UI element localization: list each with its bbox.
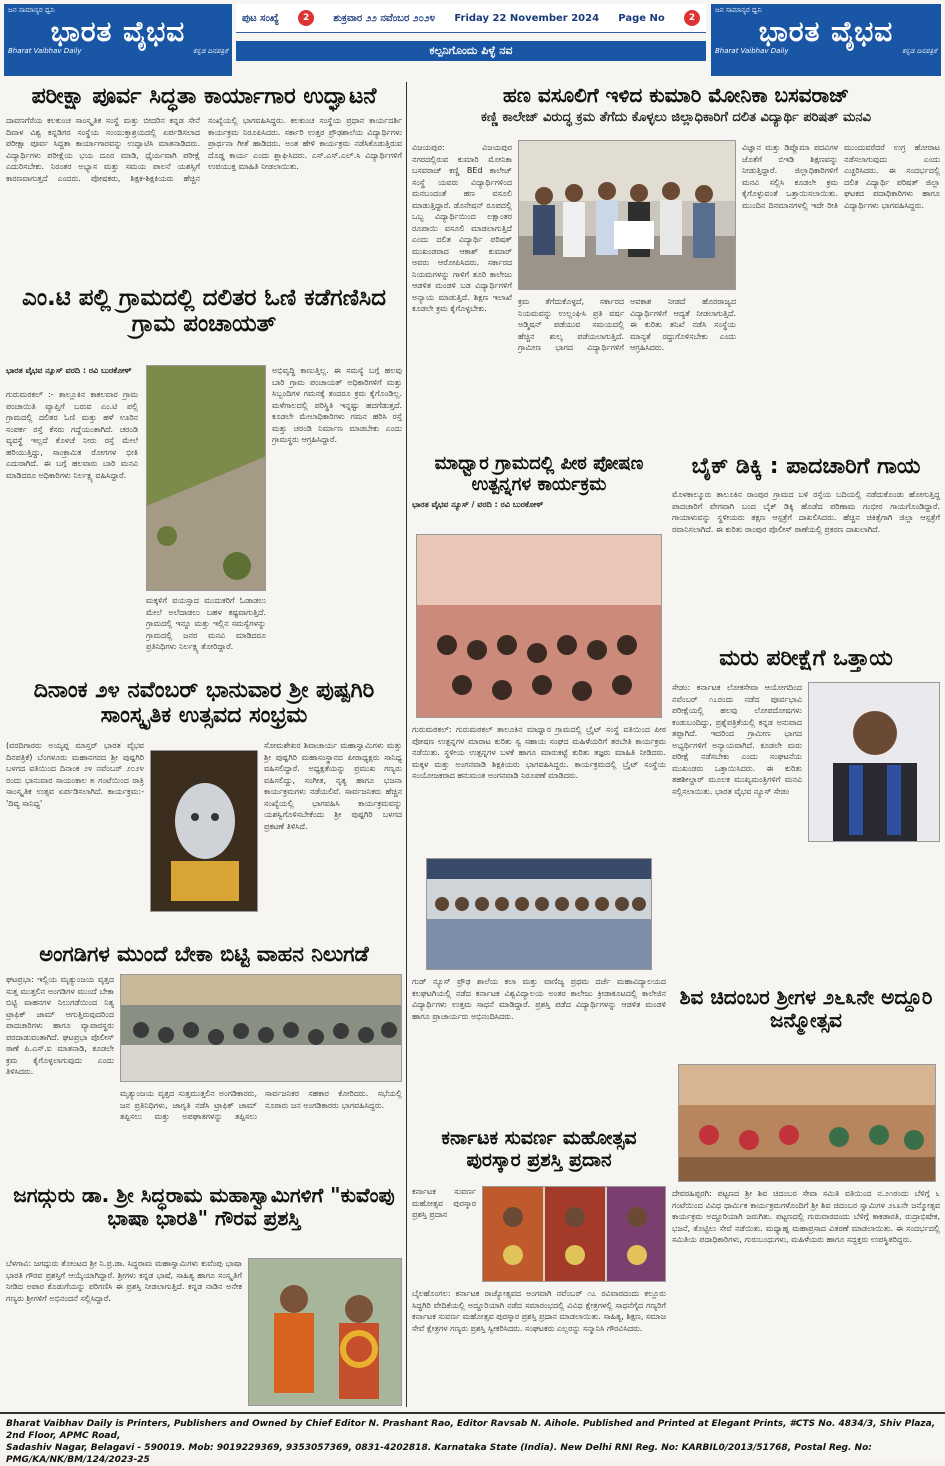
masthead-tagline: ಜನ ಸಾಮಾನ್ಯರ ಧ್ವನಿ [8,6,55,14]
imprint-line-2: Sadashiv Nagar, Belagavi - 590019. Mob: 9019229369, 9353057369, 0831-4202818. Karnataka State (India). New Delhi RNI Reg. No: KARBIL0/2013/51768, Postal Reg. No: PMG/KA/NK/BM/124/2023-25 [6,1443,872,1465]
article-body-left: ವಿಜಯಪುರ: ವಿಜಯಪುರ ನಗರದಲ್ಲಿರುವ ಕುಮಾರಿ ಮೋನಿಕಾ ಬಸವರಾಜ್ ಕಣ್ಣಿ BEd ಕಾಲೇಜ್ ಸಂಸ್ಥೆ ಯವರು ವಿದ್ಯಾರ್ಥಿಗಳಿಂದ ಮನಬಂದಂತೆ ಹಣ ವಸೂಲಿ ಮಾಡುತ್ತಿದ್ದಾರೆ. ಡೊನೇಷನ್ ರೂಪದಲ್ಲಿ ಒಬ್ಬ ವಿದ್ಯಾರ್ಥಿಯಿಂದ ಲಕ್ಷಾಂತರ ರೂಪಾಯಿ ವಸೂಲಿ ಮಾಡಲಾಗುತ್ತಿದೆ ಎಂದು ದಲಿತ ವಿದ್ಯಾರ್ಥಿ ಪರಿಷತ್ ಮುಖಂಡರಾದ ಆಕಾಶ್ ಕುಮಾರ್ ಅವರು ಆರೋಪಿಸಿದರು. ಸರ್ಕಾರದ ನಿಯಮಗಳನ್ನು ಗಾಳಿಗೆ ತೂರಿ ಕಾಲೇಜು ಆಡಳಿತ ಮಂಡಳಿ ಬಡ ವಿದ್ಯಾರ್ಥಿಗಳಿಗೆ ಅನ್ಯಾಯ ಮಾಡುತ್ತಿದೆ. ಶಿಕ್ಷಣ ಇಲಾಖೆ ಕೂಡಲೇ ಕ್ರಮ ಕೈಗೊಳ್ಳಬೇಕು. [412,143,512,313]
article-fee-collection [412,84,940,449]
article-byline: ಭಾರತ ವೈಭವ ನ್ಯೂಸ್ / ವರದಿ : ರವಿ ಬುರಕೋಳ್ [412,500,544,510]
page-number: 2 [684,10,700,26]
award-photo [248,1258,402,1406]
masthead-right [711,4,941,76]
column-divider [406,82,407,1407]
article-body: ಮೊಳಕಾಲ್ಮೂರು ತಾಲೂಕಿನ ರಾಂಪುರ ಗ್ರಾಮದ ಬಳಿ ರಸ್ತೆಯ ಬದಿಯಲ್ಲಿ ನಡೆದುಕೊಂಡು ಹೋಗುತ್ತಿದ್ದ ಪಾದಚಾರಿಗೆ ವೇಗವಾಗಿ ಬಂದ ಬೈಕ್ ಡಿಕ್ಕಿ ಹೊಡೆದ ಪರಿಣಾಮ ಗಂಭೀರ ಗಾಯಗೊಂಡಿದ್ದಾರೆ. ಗಾಯಾಳುವನ್ನು ಸ್ಥಳೀಯರು ತಕ್ಷಣ ಆಸ್ಪತ್ರೆಗೆ ದಾಖಲಿಸಿದರು. ಹೆಚ್ಚಿನ ಚಿಕಿತ್ಸೆಗಾಗಿ ಜಿಲ್ಲಾ ಆಸ್ಪತ್ರೆಗೆ ರವಾನಿಸಲಾಗಿದೆ. ಈ ಕುರಿತು ರಾಂಪುರ ಪೊಲೀಸ್ ಠಾಣೆಯಲ್ಲಿ ಪ್ರಕರಣ ದಾಖಲಾಗಿದೆ. [672,490,940,534]
article-mt-palli [6,285,402,673]
article-headline: ಜಗದ್ಗುರು ಡಾ. ಶ್ರೀ ಸಿದ್ಧರಾಮ ಮಹಾಸ್ವಾಮಿಗಳಿಗೆ "ಕುವೆಂಪು ಭಾಷಾ ಭಾರತಿ" ಗೌರವ ಪ್ರಶಸ್ತಿ [13,1183,395,1230]
group-photo-illustration [519,141,736,290]
masthead-subtitle-kn: ಕನ್ನಡ ದಿನಪತ್ರಿಕೆ [192,47,228,55]
article-body-right: ಸೋಮಶೇಖರ ಶಿವಾಚಾರ್ಯ ಮಹಾಸ್ವಾಮಿಗಳು ಮತ್ತು ಶ್ರೀ ಪುಷ್ಪಗಿರಿ ಮಹಾಸಂಸ್ಥಾನದ ಪೀಠಾಧ್ಯಕ್ಷರು ಸಾನಿಧ್ಯ ವಹಿಸಲಿದ್ದಾರೆ. ಅಧ್ಯಕ್ಷತೆಯನ್ನು ಪ್ರಮುಖ ಗಣ್ಯರು ವಹಿಸಲಿದ್ದು, ಸಂಗೀತ, ನೃತ್ಯ ಹಾಗೂ ಭಜನಾ ಕಾರ್ಯಕ್ರಮಗಳು ನಡೆಯಲಿವೆ. ಸಾರ್ವಜನಿಕರು ಹೆಚ್ಚಿನ ಸಂಖ್ಯೆಯಲ್ಲಿ ಭಾಗವಹಿಸಿ ಕಾರ್ಯಕ್ರಮವನ್ನು ಯಶಸ್ವಿಗೊಳಿಸಬೇಕೆಂದು ಶ್ರೀ ಪುಷ್ಪಗಿರಿ ಬಳಗದ ಪ್ರಕಟಣೆ ತಿಳಿಸಿದೆ. [264,741,402,831]
article-headline: ಮರು ಪರೀಕ್ಷೆಗೆ ಒತ್ತಾಯ [719,646,893,671]
deity-illustration [151,751,258,912]
article-body: ಬೆಳಗಾವಿ: ಜಗದ್ಗುರು ತೋಂಟದ ಶ್ರೀ ನಿ.ಪ್ರ.ಡಾ. ಸಿದ್ಧರಾಮ ಮಹಾಸ್ವಾಮಿಗಳು ಕುವೆಂಪು ಭಾಷಾ ಭಾರತಿ ಗೌರವ ಪ್ರಶಸ್ತಿಗೆ ಆಯ್ಕೆಯಾಗಿದ್ದಾರೆ. ಶ್ರೀಗಳು ಕನ್ನಡ ಭಾಷೆ, ಸಾಹಿತ್ಯ ಹಾಗೂ ಸಂಸ್ಕೃತಿಗೆ ನೀಡಿದ ಅಪಾರ ಕೊಡುಗೆಯನ್ನು ಪರಿಗಣಿಸಿ ಈ ಪ್ರಶಸ್ತಿ ನೀಡಲಾಗುತ್ತಿದೆ. ಕನ್ನಡ ನಾಡಿನ ಅನೇಕ ಗಣ್ಯರು ಶ್ರೀಗಳಿಗೆ ಅಭಿನಂದನೆ ಸಲ್ಲಿಸಿದ್ದಾರೆ. [6,1259,242,1303]
issue-infobar [236,4,706,33]
road-illustration [147,366,266,591]
article-body: ಸೇಡಂ: ಕರ್ನಾಟಕ ಲೋಕಸೇವಾ ಆಯೋಗದಿಂದ ನವೆಂಬರ್ ೧೭ರಂದು ನಡೆದ ಪೂರ್ವಭಾವಿ ಪರೀಕ್ಷೆಯಲ್ಲಿ ಹಲವು ಲೋಪದೋಷಗಳು ಕಂಡುಬಂದಿದ್ದು, ಪ್ರಶ್ನೆಪತ್ರಿಕೆಯಲ್ಲಿ ಕನ್ನಡ ಅನುವಾದ ತಪ್ಪಾಗಿದೆ. ಇದರಿಂದ ಗ್ರಾಮೀಣ ಭಾಗದ ಅಭ್ಯರ್ಥಿಗಳಿಗೆ ಅನ್ಯಾಯವಾಗಿದೆ. ಕೂಡಲೇ ಮರು ಪರೀಕ್ಷೆ ನಡೆಸಬೇಕು ಎಂದು ಸಂಘಟನೆಯ ಮುಖಂಡರು ಒತ್ತಾಯಿಸಿದರು. ಈ ಕುರಿತು ತಹಶೀಲ್ದಾರ್ ಮೂಲಕ ಮುಖ್ಯಮಂತ್ರಿಗಳಿಗೆ ಮನವಿ ಸಲ್ಲಿಸಲಾಯಿತು. ಭಾರತ ವೈಭವ ನ್ಯೂಸ್ ಸೇಡಂ [672,683,802,796]
celebration-photo [678,1064,936,1182]
article-subhead: ಕಣ್ಣಿ ಕಾಲೇಜ್ ವಿರುದ್ಧ ಕ್ರಮ ತೆಗೆದು ಕೊಳ್ಳಲು ಜಿಲ್ಲಾಧಿಕಾರಿಗೆ ದಲಿತ ವಿದ್ಯಾರ್ಥಿ ಪರಿಷತ್ ಮನವಿ [481,110,871,125]
article-headline: ಬೈಕ್ ಡಿಕ್ಕಿ : ಪಾದಚಾರಿಗೆ ಗಾಯ [691,454,921,479]
puta-number: 2 [298,10,314,26]
winners-illustration [483,1187,666,1282]
classroom-illustration [417,535,662,718]
issue-date-kn: ಶುಕ್ರವಾರ ೨೨ ನವೆಂಬರ ೨೦೨೪ [333,12,436,24]
village-road-photo [146,365,266,591]
article-body: ಗುರುಮಠಕಲ್: ಗುರುಮಠಕಲ್ ತಾಲೂಕಿನ ಮಾಧ್ವಾರ ಗ್ರಾಮದಲ್ಲಿ ಬ್ರೈಟ್ ಸಂಸ್ಥೆ ವತಿಯಿಂದ ಪೀಠ ಪೋಷಣ ಉತ್ಪನ್ನಗಳ ಮಾರಾಟ ಕುರಿತು ಸ್ವ ಸಹಾಯ ಸಂಘದ ಮಹಿಳೆಯರಿಗೆ ತರಬೇತಿ ಕಾರ್ಯಕ್ರಮ ನಡೆಯಿತು. ಸ್ಥಳೀಯ ಉತ್ಪನ್ನಗಳ ಬಳಕೆ ಹಾಗೂ ಮಾರುಕಟ್ಟೆ ಕುರಿತು ತಜ್ಞರು ಮಾಹಿತಿ ನೀಡಿದರು. ಮಕ್ಕಳ ಮತ್ತು ಅಂಗನವಾಡಿ ಶಿಕ್ಷಕಿಯರು ಭಾಗವಹಿಸಿದ್ದರು. ಕಾರ್ಯಕ್ರಮದಲ್ಲಿ ಬ್ರೈಟ್ ಸಂಸ್ಥೆಯ ಸಂಯೋಜಕರಾದ ಹನುಮಂತ ಅಂಗನವಾಡಿ ನಿರೂಪಣೆ ಮಾಡಿದರು. [412,725,666,780]
article-body-right: ವಿಜ್ಞಾನ ಮತ್ತು ಡಿಪ್ಲೊಮಾ ಪದವಿಗಳ ಜೊತೆಗೆ ಬಿಇಡಿ ಶಿಕ್ಷಣವನ್ನು ನೀಡುತ್ತಿದ್ದಾರೆ. ಜಿಲ್ಲಾಧಿಕಾರಿಗಳಿಗೆ ಮನವಿ ಸಲ್ಲಿಸಿ ಕೂಡಲೇ ಕ್ರಮ ಕೈಗೊಳ್ಳುವಂತೆ ಒತ್ತಾಯಿಸಲಾಯಿತು. ಮುಂದಿನ ದಿನಮಾನಗಳಲ್ಲಿ ಇದೇ ರೀತಿ ಮುಂದುವರೆದರೆ ಉಗ್ರ ಹೋರಾಟ ನಡೆಸಲಾಗುವುದು ಎಂದು ಎಚ್ಚರಿಸಿದರು. ಈ ಸಂದರ್ಭದಲ್ಲಿ ದಲಿತ ವಿದ್ಯಾರ್ಥಿ ಪರಿಷತ್ ಜಿಲ್ಲಾ ಘಟಕದ ಪದಾಧಿಕಾರಿಗಳು ಹಾಗೂ ವಿದ್ಯಾರ್ಥಿಗಳು ಭಾಗವಹಿಸಿದ್ದರು. [742,143,940,210]
article-body-right: ಮೃತ್ಯುಂಜಯ ವೃತ್ತದ ಸುತ್ತಮುತ್ತಲಿನ ಅಂಗಡಿಕಾರರು, ಜನ ಪ್ರತಿನಿಧಿಗಳು, ಜಾಗೃತಿ ನಡೆಸಿ ಟ್ರಾಫಿಕ್ ಜಾಮ್ ತಪ್ಪಿಸಲು ಮತ್ತು ಅಪಘಾತಗಳನ್ನು ತಪ್ಪಿಸಲು ಸಾರ್ವಜನಿಕರ ಸಹಕಾರ ಕೋರಿದರು. ಸಭೆಯಲ್ಲಿ ನೂರಾರು ಜನ ಅಂಗಡಿಕಾರರು ಭಾಗವಹಿಸಿದ್ದರು. [120,1089,402,1121]
article-pushpagiri [6,678,402,936]
article-bike-accident [672,454,940,642]
article-body: ದೇವರಹಿಪ್ಪರಗಿ: ಪಟ್ಟಣದ ಶ್ರೀ ಶಿವ ಚಿದಂಬರ ಸೇವಾ ಸಮಿತಿ ವತಿಯಿಂದ ನ.೨೧ರಂದು ಬೆಳಿಗ್ಗೆ ೬ ಗಂಟೆಯಿಂದ ವಿವಿಧ ಧಾರ್ಮಿಕ ಕಾರ್ಯಕ್ರಮಗಳೊಂದಿಗೆ ಶ್ರೀ ಶಿವ ಚಿದಂಬರ ಸ್ವಾಮಿಗಳ ೨೬೩ನೇ ಜನ್ಮೋತ್ಸವ ಕಾರ್ಯಕ್ರಮ ಅದ್ದೂರಿಯಾಗಿ ಜರುಗಿತು. ಪಟ್ಟಣದಲ್ಲಿ ಗುರುವಾರದಂದು ಬೆಳಿಗ್ಗೆ ಕಾಕಡಾರತಿ, ರುದ್ರಾಭಿಷೇಕ, ಭಜನೆ, ತೊಟ್ಟಿಲು ಸೇವೆ ನಡೆಯಿತು. ಮಧ್ಯಾಹ್ನ ಮಹಾಪ್ರಸಾದ ವಿತರಣೆ ಮಾಡಲಾಯಿತು. ಈ ಸಂದರ್ಭದಲ್ಲಿ ಸಮಿತಿಯ ಪದಾಧಿಕಾರಿಗಳು, ಗುರುಬಂಧುಗಳು, ಮಹಿಳೆಯರು ಹಾಗೂ ಸದ್ಭಕ್ತರು ಉಪಸ್ಥಿತರಿದ್ದರು. [672,1189,940,1244]
article-headline: ಮಾಧ್ವಾರ ಗ್ರಾಮದಲ್ಲಿ ಪೀಠ ಪೋಷಣ ಉತ್ಪನ್ನಗಳ ಕಾರ್ಯಕ್ರಮ [434,453,644,495]
masthead-subtitle-en: Bharat Vaibhav Daily [8,47,82,55]
puta-label: ಪುಟ ಸಂಖ್ಯೆ [242,12,279,24]
article-reexam [672,646,940,982]
article-headline: ಅಂಗಡಿಗಳ ಮುಂದೆ ಬೇಕಾ ಬಿಟ್ಟಿ ವಾಹನ ನಿಲುಗಡೆ [39,942,369,966]
students-illustration [427,859,652,970]
article-headline: ಪರೀಕ್ಷಾ ಪೂರ್ವ ಸಿದ್ಧತಾ ಕಾರ್ಯಾಗಾರ ಉದ್ಘಾಟನೆ [31,84,377,109]
article-body-left: ಗುರುಮಠಕಲ್ :- ತಾಲ್ಲೂಕಿನ ಕಾಕಲವಾರ ಗ್ರಾಮ ಪಂಚಾಯಿತಿ ವ್ಯಾಪ್ತಿಗೆ ಬರುವ ಎಂ.ಟಿ ಪಲ್ಲಿ ಗ್ರಾಮದಲ್ಲಿ ದಲಿತರ ಓಣಿ ಮತ್ತು ಹಳೆ ಊರಿನ ಸಂಪರ್ಕ ರಸ್ತೆ ಕೆಸರು ಗದ್ದೆಯಂತಾಗಿದೆ. ಚರಂಡಿ ವ್ಯವಸ್ಥೆ ಇಲ್ಲದೆ ಕೊಳಚೆ ನೀರು ರಸ್ತೆ ಮೇಲೆ ಹರಿಯುತ್ತಿದ್ದು, ಸಾಂಕ್ರಾಮಿಕ ರೋಗಗಳ ಭೀತಿ ಎದುರಾಗಿದೆ. ಈ ಬಗ್ಗೆ ಹಲವಾರು ಬಾರಿ ಮನವಿ ಮಾಡಿದರೂ ಅಧಿಕಾರಿಗಳು ನಿರ್ಲಕ್ಷ್ಯ ವಹಿಸಿದ್ದಾರೆ. [6,390,138,480]
article-body-left: (ವರದಿಗಾರರು ಅಯ್ಯಪ್ಪ ಮಾಸ್ತರ್ ಭಾರತ ವೈಭವ ದಿನಪತ್ರಿಕೆ) ಬೆಂಗಳೂರು ಮಹಾನಗರದ ಶ್ರೀ ಪುಷ್ಪಗಿರಿ ಬಳಗದ ವತಿಯಿಂದ ದಿನಾಂಕ ೨೪ ನವೆಂಬರ್ ೨೦೨೪ ರಂದು ಭಾನುವಾರ ಸಾಯಂಕಾಲ ೫ ಗಂಟೆಯಿಂದ ರಾತ್ರಿ ಸಾಂಸ್ಕೃತಿಕ ಉತ್ಸವ ಏರ್ಪಡಿಸಲಾಗಿದೆ. ಕಾರ್ಯಕ್ರಮ:- 'ದಿವ್ಯ ಸಾನಿಧ್ಯ' [6,741,144,808]
crowd-illustration [121,975,402,1082]
award-winners-photo [482,1186,666,1282]
protest-photo [518,140,736,290]
issue-header [236,4,706,76]
article-byline: ಭಾರತ ವೈಭವ ನ್ಯೂಸ್ ವರದಿ : ರವಿ ಬುರಕೋಳ್ [6,366,132,375]
article-body-middle: ಕ್ರಮ ತೆಗೆದುಕೊಳ್ಳದೆ, ಸರ್ಕಾರದ ನಿಯಮವನ್ನು ಉಲ್ಲಂಘಿಸಿ ಪ್ರತಿ ವರ್ಷ ಅಡ್ಮಿಷನ್ ಪಡೆಯುವ ಸಮಯದಲ್ಲಿ ಹೆಚ್ಚಿನ ಶುಲ್ಕ ಪಡೆಯಲಾಗುತ್ತಿದೆ. ಗ್ರಾಮೀಣ ಭಾಗದ ವಿದ್ಯಾರ್ಥಿಗಳಿಗೆ ಅವಕಾಶ ನೀಡದೆ ಹೊರರಾಜ್ಯದ ವಿದ್ಯಾರ್ಥಿಗಳಿಗೆ ಆದ್ಯತೆ ನೀಡಲಾಗುತ್ತಿದೆ. ಈ ಕುರಿತು ತನಿಖೆ ನಡೆಸಿ ಸಂಸ್ಥೆಯ ಮಾನ್ಯತೆ ರದ್ದುಗೊಳಿಸಬೇಕು ಎಂದು ಆಗ್ರಹಿಸಿದರು. [518,297,736,352]
article-chidambara [672,986,940,1408]
article-headline: ಕರ್ನಾಟಕ ಸುವರ್ಣ ಮಹೋತ್ಸವ ಪುರಸ್ಕಾರ ಪ್ರಶಸ್ತಿ ಪ್ರದಾನ [441,1127,637,1171]
article-madhwar [412,454,666,1124]
college-group-photo [426,858,652,970]
article-headline: ಎಂ.ಟಿ ಪಲ್ಲಿ ಗ್ರಾಮದಲ್ಲಿ ದಲಿತರ ಓಣಿ ಕಡೆಗಣಿಸಿದ ಗ್ರಾಮ ಪಂಚಾಯತ್ [22,285,386,338]
nutrition-event-photo [416,534,662,718]
masthead-left [4,4,232,76]
article-body-2: ಗುಡ್ ನ್ಯೂಸ್ ಪ್ರೌಢ ಶಾಲೆಯ ಕಲಾ ಮತ್ತು ವಾಣಿಜ್ಯ ಪ್ರಥಮ ದರ್ಜೆ ಮಹಾವಿದ್ಯಾಲಯದ ಕಲಘಟಗಿಯಲ್ಲಿ ನಡೆದ ಕರ್ನಾಟಕ ವಿಶ್ವವಿದ್ಯಾಲಯ ಅಂತರ ಕಾಲೇಜು ಕ್ರೀಡಾಕೂಟದಲ್ಲಿ ಕಾಲೇಜಿನ ವಿದ್ಯಾರ್ಥಿಗಳು ಉತ್ತಮ ಸಾಧನೆ ಮಾಡಿದ್ದಾರೆ. ಪ್ರಶಸ್ತಿ ಪಡೆದ ವಿದ್ಯಾರ್ಥಿಗಳನ್ನು ಆಡಳಿತ ಮಂಡಳಿ ಹಾಗೂ ಪ್ರಾಚಾರ್ಯರು ಅಭಿನಂದಿಸಿದರು. [412,977,666,1021]
masthead-tagline: ಜನ ಸಾಮಾನ್ಯರ ಧ್ವನಿ [715,6,762,14]
article-body-right: ಅಭಿವೃದ್ಧಿ ಕಾಣುತ್ತಿಲ್ಲ. ಈ ಸಮಸ್ಯೆ ಬಗ್ಗೆ ಹಲವು ಬಾರಿ ಗ್ರಾಮ ಪಂಚಾಯತ್ ಅಧಿಕಾರಿಗಳಿಗೆ ಮತ್ತು ಸಿಬ್ಬಂದಿಗಳ ಗಮನಕ್ಕೆ ತಂದರೂ ಕ್ರಮ ಕೈಗೊಂಡಿಲ್ಲ. ಮಳೆಗಾಲದಲ್ಲಿ ಪರಿಸ್ಥಿತಿ ಇನ್ನಷ್ಟು ಹದಗೆಡುತ್ತದೆ. ಕೂಡಲೇ ಮೇಲಾಧಿಕಾರಿಗಳು ಗಮನ ಹರಿಸಿ ರಸ್ತೆ ಮತ್ತು ಚರಂಡಿ ನಿರ್ಮಾಣ ಮಾಡಬೇಕು ಎಂದು ಗ್ರಾಮಸ್ಥರು ಆಗ್ರಹಿಸಿದ್ದಾರೆ. [272,366,402,444]
meeting-photo [120,974,402,1082]
masthead-subtitle-en: Bharat Vaibhav Daily [715,47,789,55]
masthead-title: ಭಾರತ ವೈಭವ [758,15,894,48]
article-body-left: ಘಟಪ್ರಭಾ: ಇಲ್ಲಿಯ ಮೃತ್ಯುಂಜಯ ವೃತ್ತದ ಸುತ್ತ ಮುತ್ತಲಿನ ಅಂಗಡಿಗಳ ಮುಂದೆ ಬೇಕಾ ಬಿಟ್ಟಿ ವಾಹನಗಳ ನಿಲುಗಡೆಯಿಂದ ನಿತ್ಯ ಟ್ರಾಫಿಕ್ ಜಾಮ್ ಆಗುತ್ತಿರುವುದರಿಂದ ಪಾದಚಾರಿಗಳು ಹಾಗೂ ವ್ಯಾಪಾರಸ್ಥರು ಪರದಾಡುವಂತಾಗಿದೆ. ಘಟಪ್ರಭಾ ಪೊಲೀಸ್ ಠಾಣೆ ಪಿ.ಎಸ್.ಐ ಮಾತನಾಡಿ, ಕೂಡಲೇ ಕ್ರಮ ಕೈಗೊಳ್ಳಲಾಗುವುದು ಎಂದು ತಿಳಿಸಿದರು. [6,975,114,1076]
article-exam-workshop [6,84,402,280]
article-kuvempu-award [6,1184,402,1408]
deity-photo [150,750,258,912]
masthead-title: ಭಾರತ ವೈಭವ [50,15,186,48]
masthead-subtitle-kn: ಕನ್ನಡ ದಿನಪತ್ರಿಕೆ [901,47,937,55]
article-body: ದಾವಣಗೆರೆಯ ಕಲಕುಂಚ ಸಾಂಸ್ಕೃತಿಕ ಸಂಸ್ಥೆ ಮತ್ತು ಬೀದರಿನ ಕನ್ನಡ ಸೇನೆ ದಿವಾಳ ವಿಶ್ವ ಕನ್ನಡಿಗರ ಸಂಸ್ಥೆಯ ಸಂಯುಕ್ತಾಶ್ರಯದಲ್ಲಿ ಏರ್ಪಡಿಸಲಾದ ಪರೀಕ್ಷಾ ಪೂರ್ವ ಸಿದ್ಧತಾ ಕಾರ್ಯಾಗಾರವನ್ನು ಉದ್ಘಾಟಿಸಿ ಮಾತನಾಡಿದರು. ವಿದ್ಯಾರ್ಥಿಗಳು ಪರೀಕ್ಷೆಯ ಭಯ ದೂರ ಮಾಡಿ, ಧೈರ್ಯವಾಗಿ ಪರೀಕ್ಷೆ ಎದುರಿಸಬೇಕು. ನಿರಂತರ ಅಭ್ಯಾಸ ಮತ್ತು ಸಮಯ ಪಾಲನೆ ಯಶಸ್ಸಿಗೆ ಕಾರಣವಾಗುತ್ತದೆ ಎಂದರು. ಪೋಷಕರು, ಶಿಕ್ಷಕ-ಶಿಕ್ಷಕಿಯರು ಹೆಚ್ಚಿನ ಸಂಖ್ಯೆಯಲ್ಲಿ ಭಾಗವಹಿಸಿದ್ದರು. ಕಲಕುಂಚ ಸಂಸ್ಥೆಯ ಪ್ರಧಾನ ಕಾರ್ಯದರ್ಶಿ ಕಾರ್ಯಕ್ರಮ ನಿರೂಪಿಸಿದರು. ಸರ್ಕಾರಿ ಉತ್ತರ ಪ್ರೌಢಶಾಲೆಯ ವಿದ್ಯಾರ್ಥಿಗಳು ಪ್ರಾರ್ಥನಾ ಗೀತೆ ಹಾಡಿದರು. ಅಂತ ಹೇಳಿ ಕಾರ್ಯಕ್ರಮ ನಡೆಸಿಕೊಡುತ್ತಿರುವ ದೊಡ್ಡ ಕಾರ್ಯ ಎಂದು ಶ್ಲಾಘಿಸಿದರು. ಎಸ್.ಎಸ್.ಎಲ್.ಸಿ ವಿದ್ಯಾರ್ಥಿಗಳಿಗೆ ಉಪಯುಕ್ತ ಮಾಹಿತಿ ನೀಡಲಾಯಿತು. [6,116,402,183]
article-body-intro: ಕರ್ನಾಟಕ ಸುವರ್ಣ ಮಹೋತ್ಸವ ಪುರಸ್ಕಾರ ಪ್ರಶಸ್ತಿ ಪ್ರದಾನ [412,1187,476,1219]
article-headline: ಶಿವ ಚಿದಂಬರ ಶ್ರೀಗಳ ೨೬೩ನೇ ಅದ್ದೂರಿ ಜನ್ಮೋತ್ಸವ [679,985,933,1032]
leader-photo [808,682,940,842]
page-label: Page No [618,12,665,24]
portrait-illustration [809,683,940,842]
masthead-subtitles [4,47,232,56]
swamiji-illustration [249,1259,402,1406]
article-parking [6,942,402,1179]
masthead-subtitles [711,47,941,56]
puja-illustration [679,1065,936,1182]
article-headline: ಹಣ ವಸೂಲಿಗೆ ಇಳಿದ ಕುಮಾರಿ ಮೋನಿಕಾ ಬಸವರಾಜ್ [502,83,850,107]
issue-date-en: Friday 22 November 2024 [454,12,600,24]
imprint-line-1: Bharat Vaibhav Daily is Printers, Publishers and Owned by Chief Editor N. Prashant Rao, Editor Ravsab N. Aihole. Published and Printed at Elegant Prints, #CTS No. 4834/3, Shiv Plaza, 2nd Floor, APMC Road, [6,1419,936,1441]
article-body-bottom: ಮಕ್ಕಳಿಗೆ ವಯಸ್ಸಾದ ಮುದುಕರಿಗೆ ಓಡಾಡಲು ಮೇಲೆ ಅಲೆದಾಡಲು ಬಹಳ ಕಷ್ಟವಾಗುತ್ತಿದೆ. ಗ್ರಾಮದಲ್ಲಿ ಇನ್ನೂ ಮತ್ತು ಇಲ್ಲಿನ ಸಮಸ್ಯೆಗಳನ್ನು ಗ್ರಾಮದಲ್ಲಿ ಜನರ ಮನವಿ ಮಾಡಿದರೂ ಪ್ರತಿನಿಧಿಗಳು ನಿರ್ಲಕ್ಷ್ಯ ತೋರಿದ್ದಾರೆ. [146,596,266,651]
article-body: ಬೈಲಹೊಂಗಲ: ಕರ್ನಾಟಕ ರಾಜ್ಯೋತ್ಸವದ ಅಂಗವಾಗಿ ನವೆಂಬರ್ ೧೭ ರವಿವಾರದಂದು ಕಲ್ಲೂರು ಸಿದ್ಧಗಿರಿ ವೇದಿಕೆಯಲ್ಲಿ ಅದ್ದೂರಿಯಾಗಿ ನಡೆದ ಸಮಾರಂಭದಲ್ಲಿ ವಿವಿಧ ಕ್ಷೇತ್ರಗಳಲ್ಲಿ ಸಾಧನೆಗೈದ ಗಣ್ಯರಿಗೆ ಕರ್ನಾಟಕ ಸುವರ್ಣ ಮಹೋತ್ಸವ ಪುರಸ್ಕಾರ ಪ್ರಶಸ್ತಿ ಪ್ರದಾನ ಮಾಡಲಾಯಿತು. ಸಾಹಿತ್ಯ, ಶಿಕ್ಷಣ, ಸಮಾಜ ಸೇವೆ ಕ್ಷೇತ್ರಗಳ ಗಣ್ಯರು ಪ್ರಶಸ್ತಿ ಸ್ವೀಕರಿಸಿದರು. ಸಂಘಟಕರು ಎಲ್ಲರನ್ನು ಸನ್ಮಾನಿಸಿ ಗೌರವಿಸಿದರು. [412,1289,666,1333]
article-headline: ದಿನಾಂಕ ೨೪ ನವೆಂಬರ್ ಭಾನುವಾರ ಶ್ರೀ ಪುಷ್ಪಗಿರಿ ಸಾಂಸ್ಕೃತಿಕ ಉತ್ಸವದ ಸಂಭ್ರಮ [33,678,375,729]
imprint-footer [0,1412,945,1465]
slogan-bar: ಕಲ್ಪನಿಗೊಂದು ಪಿಳ್ಳೆ ನವ [236,41,706,61]
article-suvarna-award [412,1128,666,1408]
